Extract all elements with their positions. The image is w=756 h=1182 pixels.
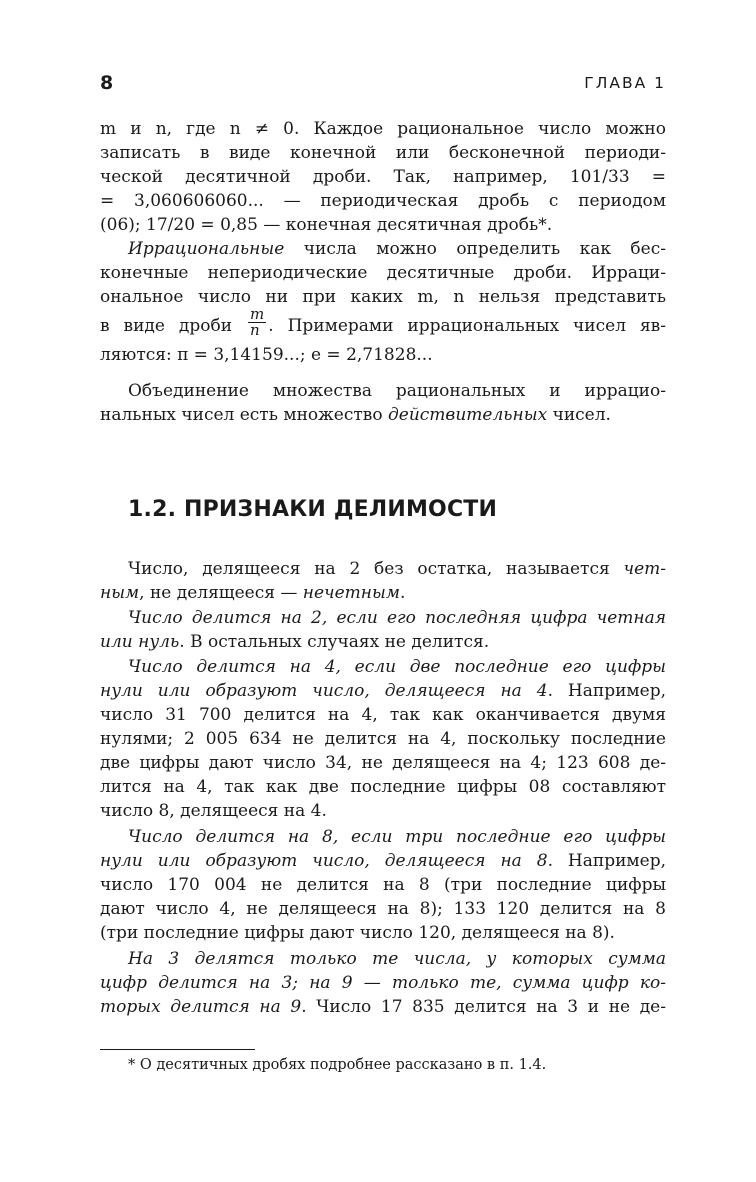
paragraph-div-by-3-9 <box>100 947 666 1019</box>
text-line: две цифры дают число 34, не делящееся на 4; 123 608 де- <box>100 753 666 773</box>
text-line: Объединение множества рациональных и иррацио- <box>128 381 666 401</box>
text-line: Иррациональные числа можно определить как бес- <box>128 239 666 259</box>
text-line: (три последние цифры дают число 120, делящееся на 8). <box>100 923 615 943</box>
paragraph-even-odd <box>100 557 666 605</box>
chapter-label: ГЛАВА 1 <box>584 74 666 92</box>
term-real: действительных <box>388 405 548 425</box>
text-line: m и n, где n ≠ 0. Каждое рациональное число можно <box>100 119 666 139</box>
term-irrational: Иррациональные <box>128 239 285 259</box>
text-line: нальных чисел есть множество действительных чисел. <box>100 405 611 425</box>
text-line: нули или образуют число, делящееся на 8. Например, <box>100 851 667 871</box>
page-header <box>100 72 666 96</box>
text-line: или нуль. В остальных случаях не делится. <box>100 632 490 652</box>
footnote: * О десятичных дробях подробнее рассказано в п. 1.4. <box>128 1057 547 1073</box>
text-line: На 3 делятся только те числа, у которых сумма <box>128 949 666 969</box>
text-line: конечные непериодические десятичные дроби. Ирраци- <box>100 263 666 283</box>
paragraph-div-by-8 <box>100 825 666 945</box>
paragraph-irrational-numbers <box>100 237 666 367</box>
footnote-divider <box>100 1049 255 1050</box>
text-line: торых делится на 9. Число 17 835 делится на 3 и не де- <box>100 997 666 1017</box>
section-title: 1.2. ПРИЗНАКИ ДЕЛИМОСТИ <box>128 497 498 522</box>
text-line: Число делится на 8, если три последние его цифры <box>128 827 666 847</box>
text-line: число 31 700 делится на 4, так как оканчивается двумя <box>100 705 666 725</box>
text-line: ным, не делящееся — нечетным. <box>100 583 406 603</box>
paragraph-div-by-4 <box>100 655 666 823</box>
text-line: = 3,060606060... — периодическая дробь с периодом <box>100 191 666 211</box>
text-line: (06); 17/20 = 0,85 — конечная десятичная дробь*. <box>100 215 553 235</box>
text-line: нули или образуют число, делящееся на 4. Например, <box>100 681 667 701</box>
text-line: ляются: π = 3,14159...; e = 2,71828... <box>100 345 433 365</box>
text-line: нулями; 2 005 634 не делится на 4, поскольку последние <box>100 729 666 749</box>
paragraph-rational-numbers <box>100 117 666 237</box>
text-line: цифр делится на 3; на 9 — только те, сумма цифр ко- <box>100 973 666 993</box>
text-line: лится на 4, так как две последние цифры 08 составляют <box>100 777 666 797</box>
text-line: число 8, делящееся на 4. <box>100 801 327 821</box>
text-line: дают число 4, не делящееся на 8); 133 120 делится на 8 <box>100 899 666 919</box>
text-line: число 170 004 не делится на 8 (три последние цифры <box>100 875 666 895</box>
paragraph-real-numbers <box>100 379 666 427</box>
text-line: записать в виде конечной или бесконечной периоди- <box>100 143 666 163</box>
page-number: 8 <box>100 72 114 94</box>
text-line: Число делится на 2, если его последняя цифра четная <box>128 608 666 628</box>
text-line: ческой десятичной дроби. Так, например, 101/33 = <box>100 167 666 187</box>
text-line: в виде дроби $\frac{m}{n}$ . Примерами иррациональных чисел яв- <box>100 305 666 339</box>
text-line: Число, делящееся на 2 без остатка, называется чет- <box>128 559 666 579</box>
text-line: ональное число ни при каких m, n нельзя представить <box>100 287 666 307</box>
text-line: Число делится на 4, если две последние его цифры <box>128 657 666 677</box>
fraction-m-over-n: $\frac{m}{n}$ <box>250 305 265 339</box>
paragraph-div-by-2 <box>100 606 666 654</box>
